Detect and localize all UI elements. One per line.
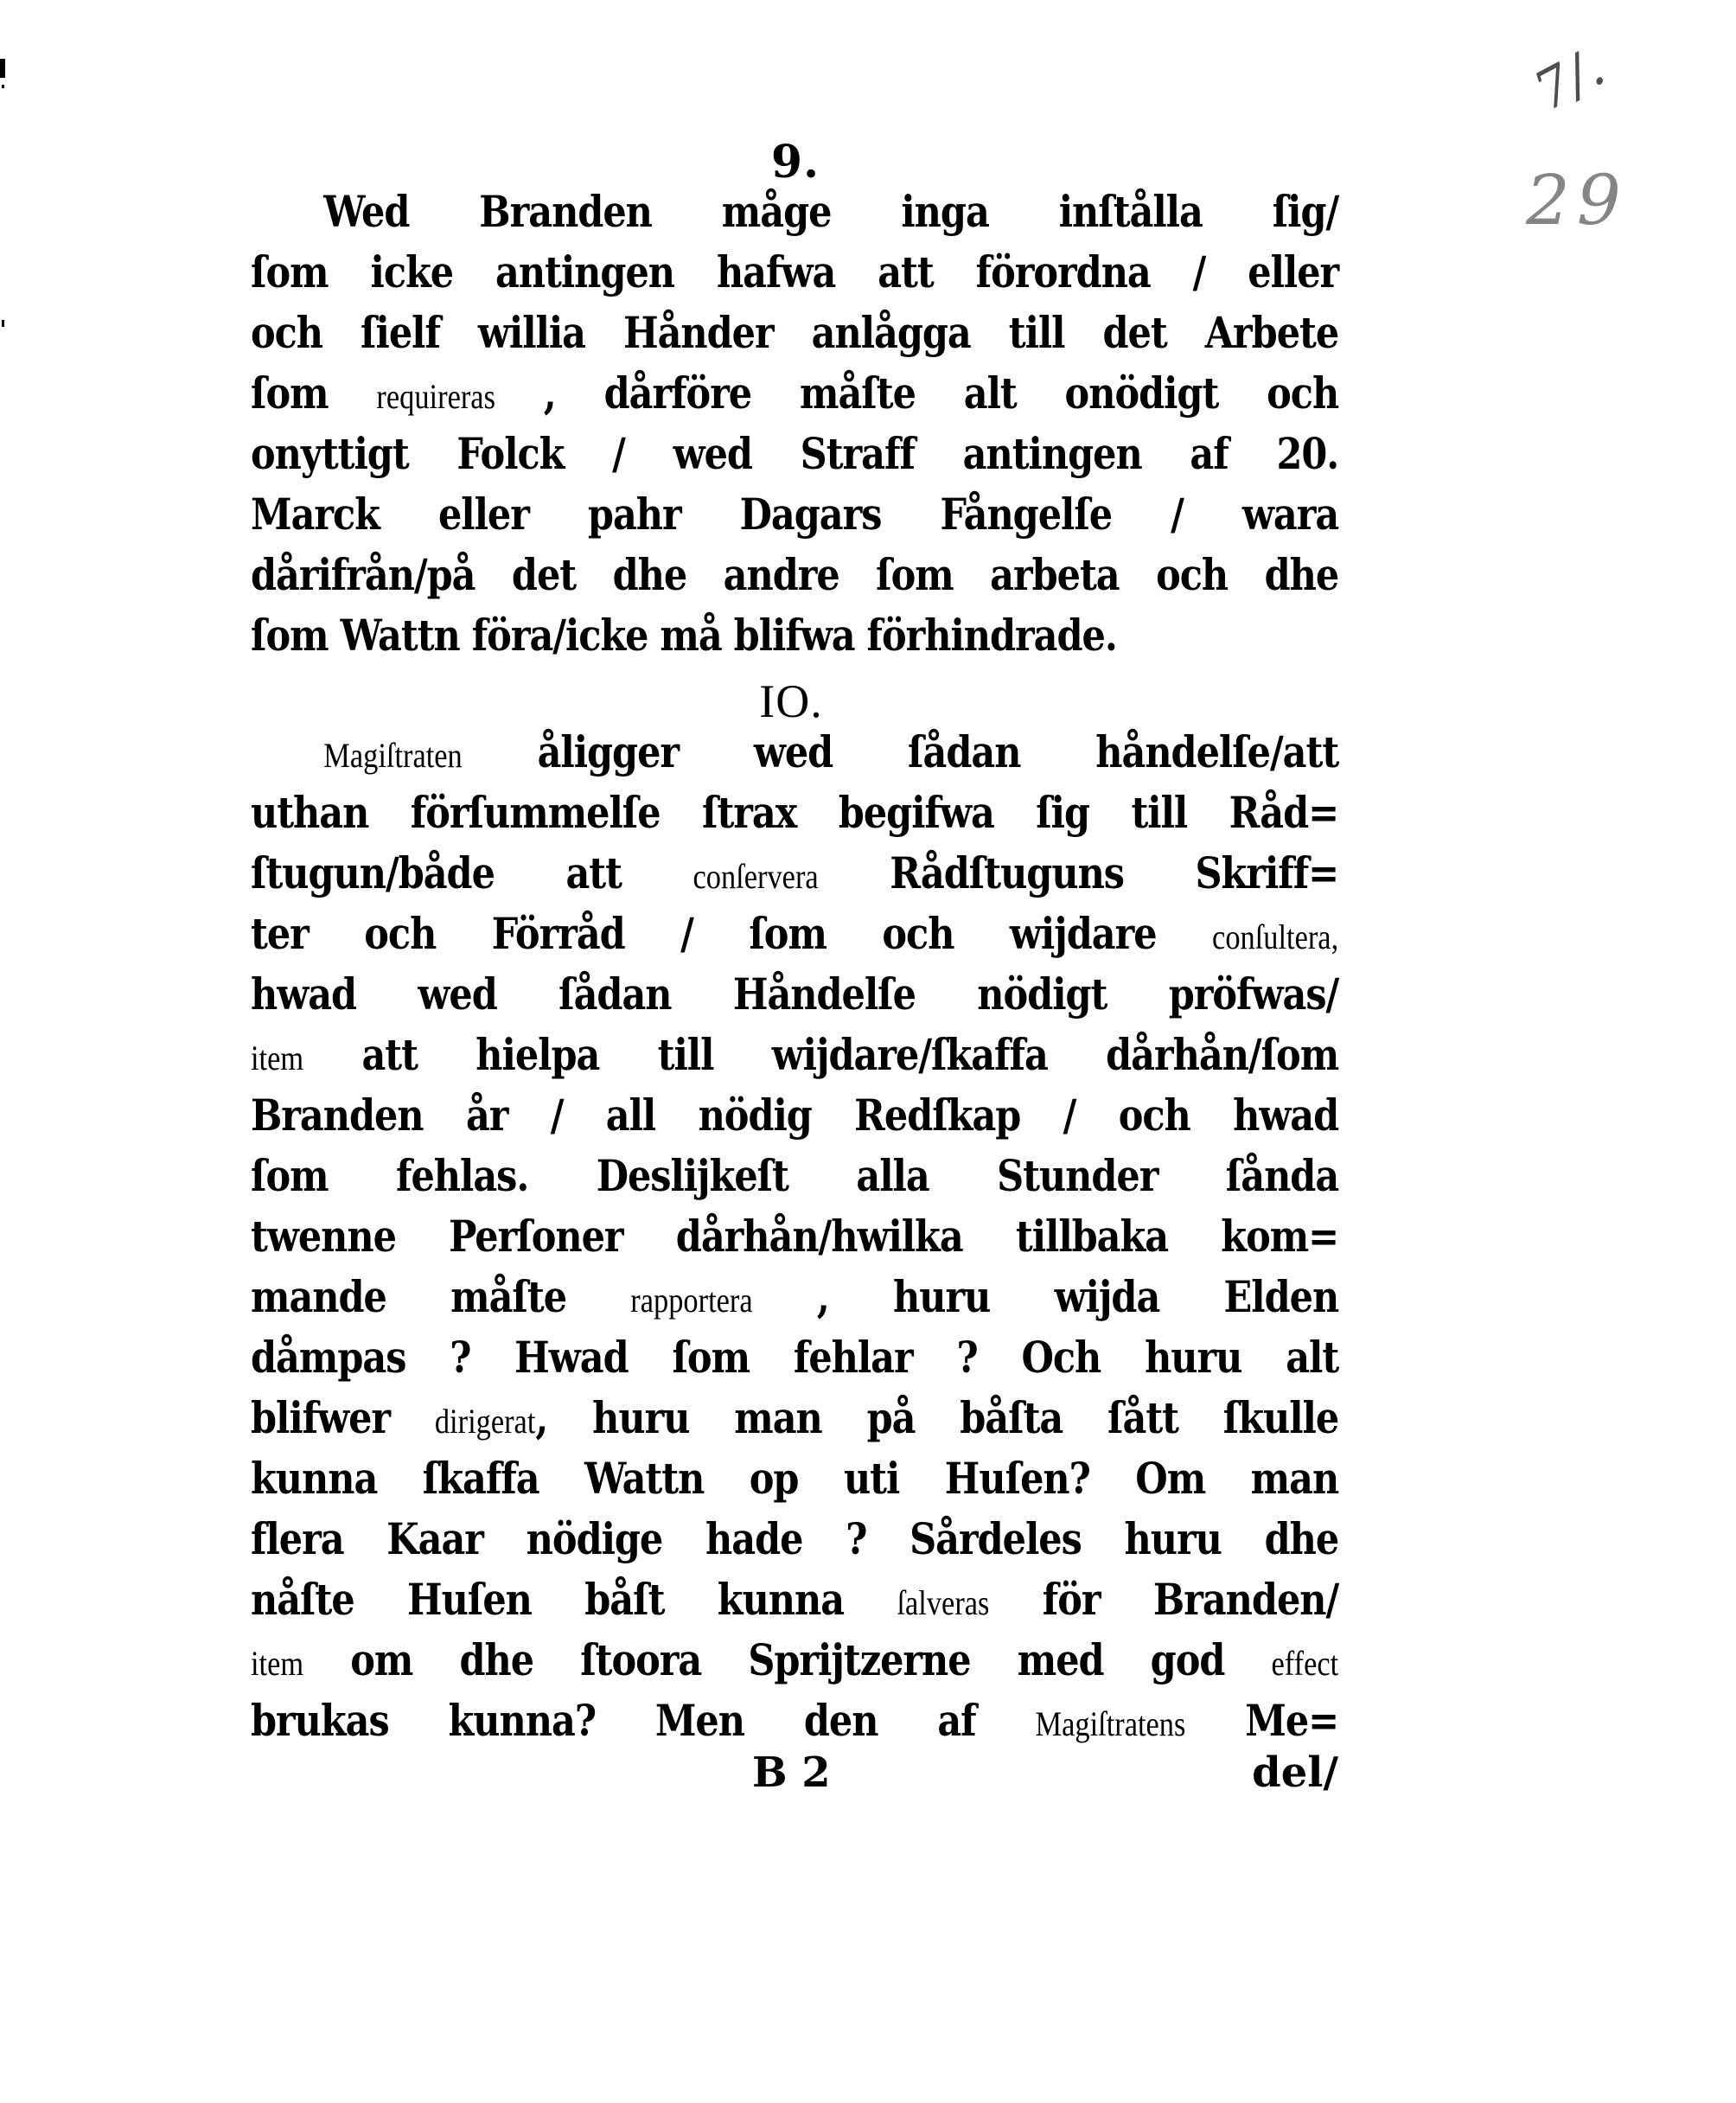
text-line (251, 1146, 1338, 1206)
text-line (251, 843, 1338, 904)
text-segment: uthan förſummelſe ſtrax begifwa ſig till Råd= (251, 787, 1339, 838)
text-segment: ter och Förråd / ſom och wijdare (251, 908, 1213, 959)
text-line (251, 1267, 1338, 1327)
latin-term: Magiſtraten (323, 736, 463, 775)
text-segment: ſtugun/både att (251, 847, 693, 898)
text-line (251, 242, 1338, 303)
latin-term: item (251, 1039, 304, 1077)
section-number-10: IO. (759, 675, 823, 727)
text-line (251, 1388, 1338, 1448)
edge-mark-dot (2, 85, 4, 88)
edge-mark-top (0, 59, 5, 78)
text-line (251, 964, 1338, 1025)
text-line (251, 1630, 1338, 1691)
signature-mark: B 2 (752, 1748, 831, 1797)
text-segment: att hielpa till wijdare/ſkaffa dårhån/ſom (303, 1029, 1339, 1080)
section-number-9: 9. (770, 136, 820, 189)
text-segment: mande måſte (251, 1271, 631, 1322)
text-segment: åligger wed ſådan håndelſe/att (462, 726, 1339, 777)
text-segment: kunna ſkaffa Wattn op uti Huſen? Om man (251, 1453, 1339, 1504)
text-segment: , huru man på båſta ſått ſkulle (535, 1392, 1339, 1443)
text-line (251, 363, 1338, 424)
text-segment: dåmpas ? Hwad ſom fehlar ? Och huru alt (251, 1332, 1339, 1383)
text-segment: , huru wijda Elden (752, 1271, 1339, 1322)
text-segment: onyttigt Folck / wed Straff antingen af 20. (251, 428, 1339, 479)
margin-annotation-upper: 7/. (1523, 35, 1615, 124)
text-line (251, 1691, 1338, 1751)
text-segment: , dårföre måſte alt onödigt och (495, 368, 1339, 419)
text-line (251, 783, 1338, 843)
text-line (251, 424, 1338, 484)
latin-term: ſalveras (897, 1583, 990, 1622)
text-segment: ſom fehlas. Deslijkeſt alla Stunder ſånda (251, 1150, 1339, 1201)
text-segment: hwad wed ſådan Håndelſe nödigt pröfwas/ (251, 968, 1339, 1020)
latin-term: requireras (376, 377, 495, 416)
text-segment: ſom Wattn föra/icke må blifwa förhindrade. (251, 610, 1117, 661)
text-segment: twenne Perſoner dårhån/hwilka tillbaka kom= (251, 1211, 1339, 1262)
text-line (251, 605, 1338, 666)
text-line (251, 303, 1338, 363)
text-segment: ſom icke antingen hafwa att förordna / eller (251, 246, 1339, 297)
text-segment: dårifrån/på det dhe andre ſom arbeta och dhe (251, 549, 1339, 600)
latin-term: conſultera, (1212, 917, 1339, 956)
text-line (251, 1509, 1338, 1569)
latin-term: item (251, 1644, 304, 1683)
text-line (251, 545, 1338, 605)
text-segment: Branden år / all nödig Redſkap / och hwad (251, 1090, 1339, 1141)
text-segment: Marck eller pahr Dagars Fångelſe / wara (251, 489, 1339, 540)
text-segment: nåſte Huſen båſt kunna (251, 1574, 897, 1625)
text-line (251, 722, 1338, 783)
text-line (251, 1206, 1338, 1267)
text-line (251, 484, 1338, 545)
latin-term: rapportera (630, 1281, 753, 1320)
catchword: del/ (1252, 1748, 1338, 1797)
latin-term: effect (1271, 1644, 1339, 1683)
text-line (251, 1448, 1338, 1509)
text-line (251, 1085, 1338, 1146)
page-footer (251, 1747, 1338, 1799)
text-line (251, 1327, 1338, 1388)
text-segment: blifwer (251, 1392, 435, 1443)
edge-mark-lower (2, 320, 4, 327)
text-segment: Me= (1185, 1695, 1339, 1746)
latin-term: dirigerat (434, 1402, 536, 1441)
text-segment: brukas kunna? Men den af (251, 1695, 1036, 1746)
latin-term: Magiſtratens (1035, 1704, 1186, 1743)
text-segment: Rådſtuguns Skriff= (818, 847, 1339, 898)
latin-term: conſervera (692, 857, 819, 896)
text-segment: för Branden/ (989, 1574, 1339, 1625)
text-line (251, 182, 1338, 242)
text-segment: ſom (251, 368, 377, 419)
text-segment: Wed Branden måge inga inſtålla ſig/ (323, 186, 1339, 237)
margin-annotation-lower: 29 (1526, 160, 1628, 240)
text-line (251, 1025, 1338, 1085)
text-segment: flera Kaar nödige hade ? Sårdeles huru dhe (251, 1513, 1339, 1564)
text-line (251, 904, 1338, 964)
text-line (251, 1569, 1338, 1630)
text-segment: om dhe ſtoora Sprijtzerne med god (303, 1634, 1272, 1685)
text-segment: och ſielf willia Hånder anlågga till det Arbete (251, 307, 1339, 358)
